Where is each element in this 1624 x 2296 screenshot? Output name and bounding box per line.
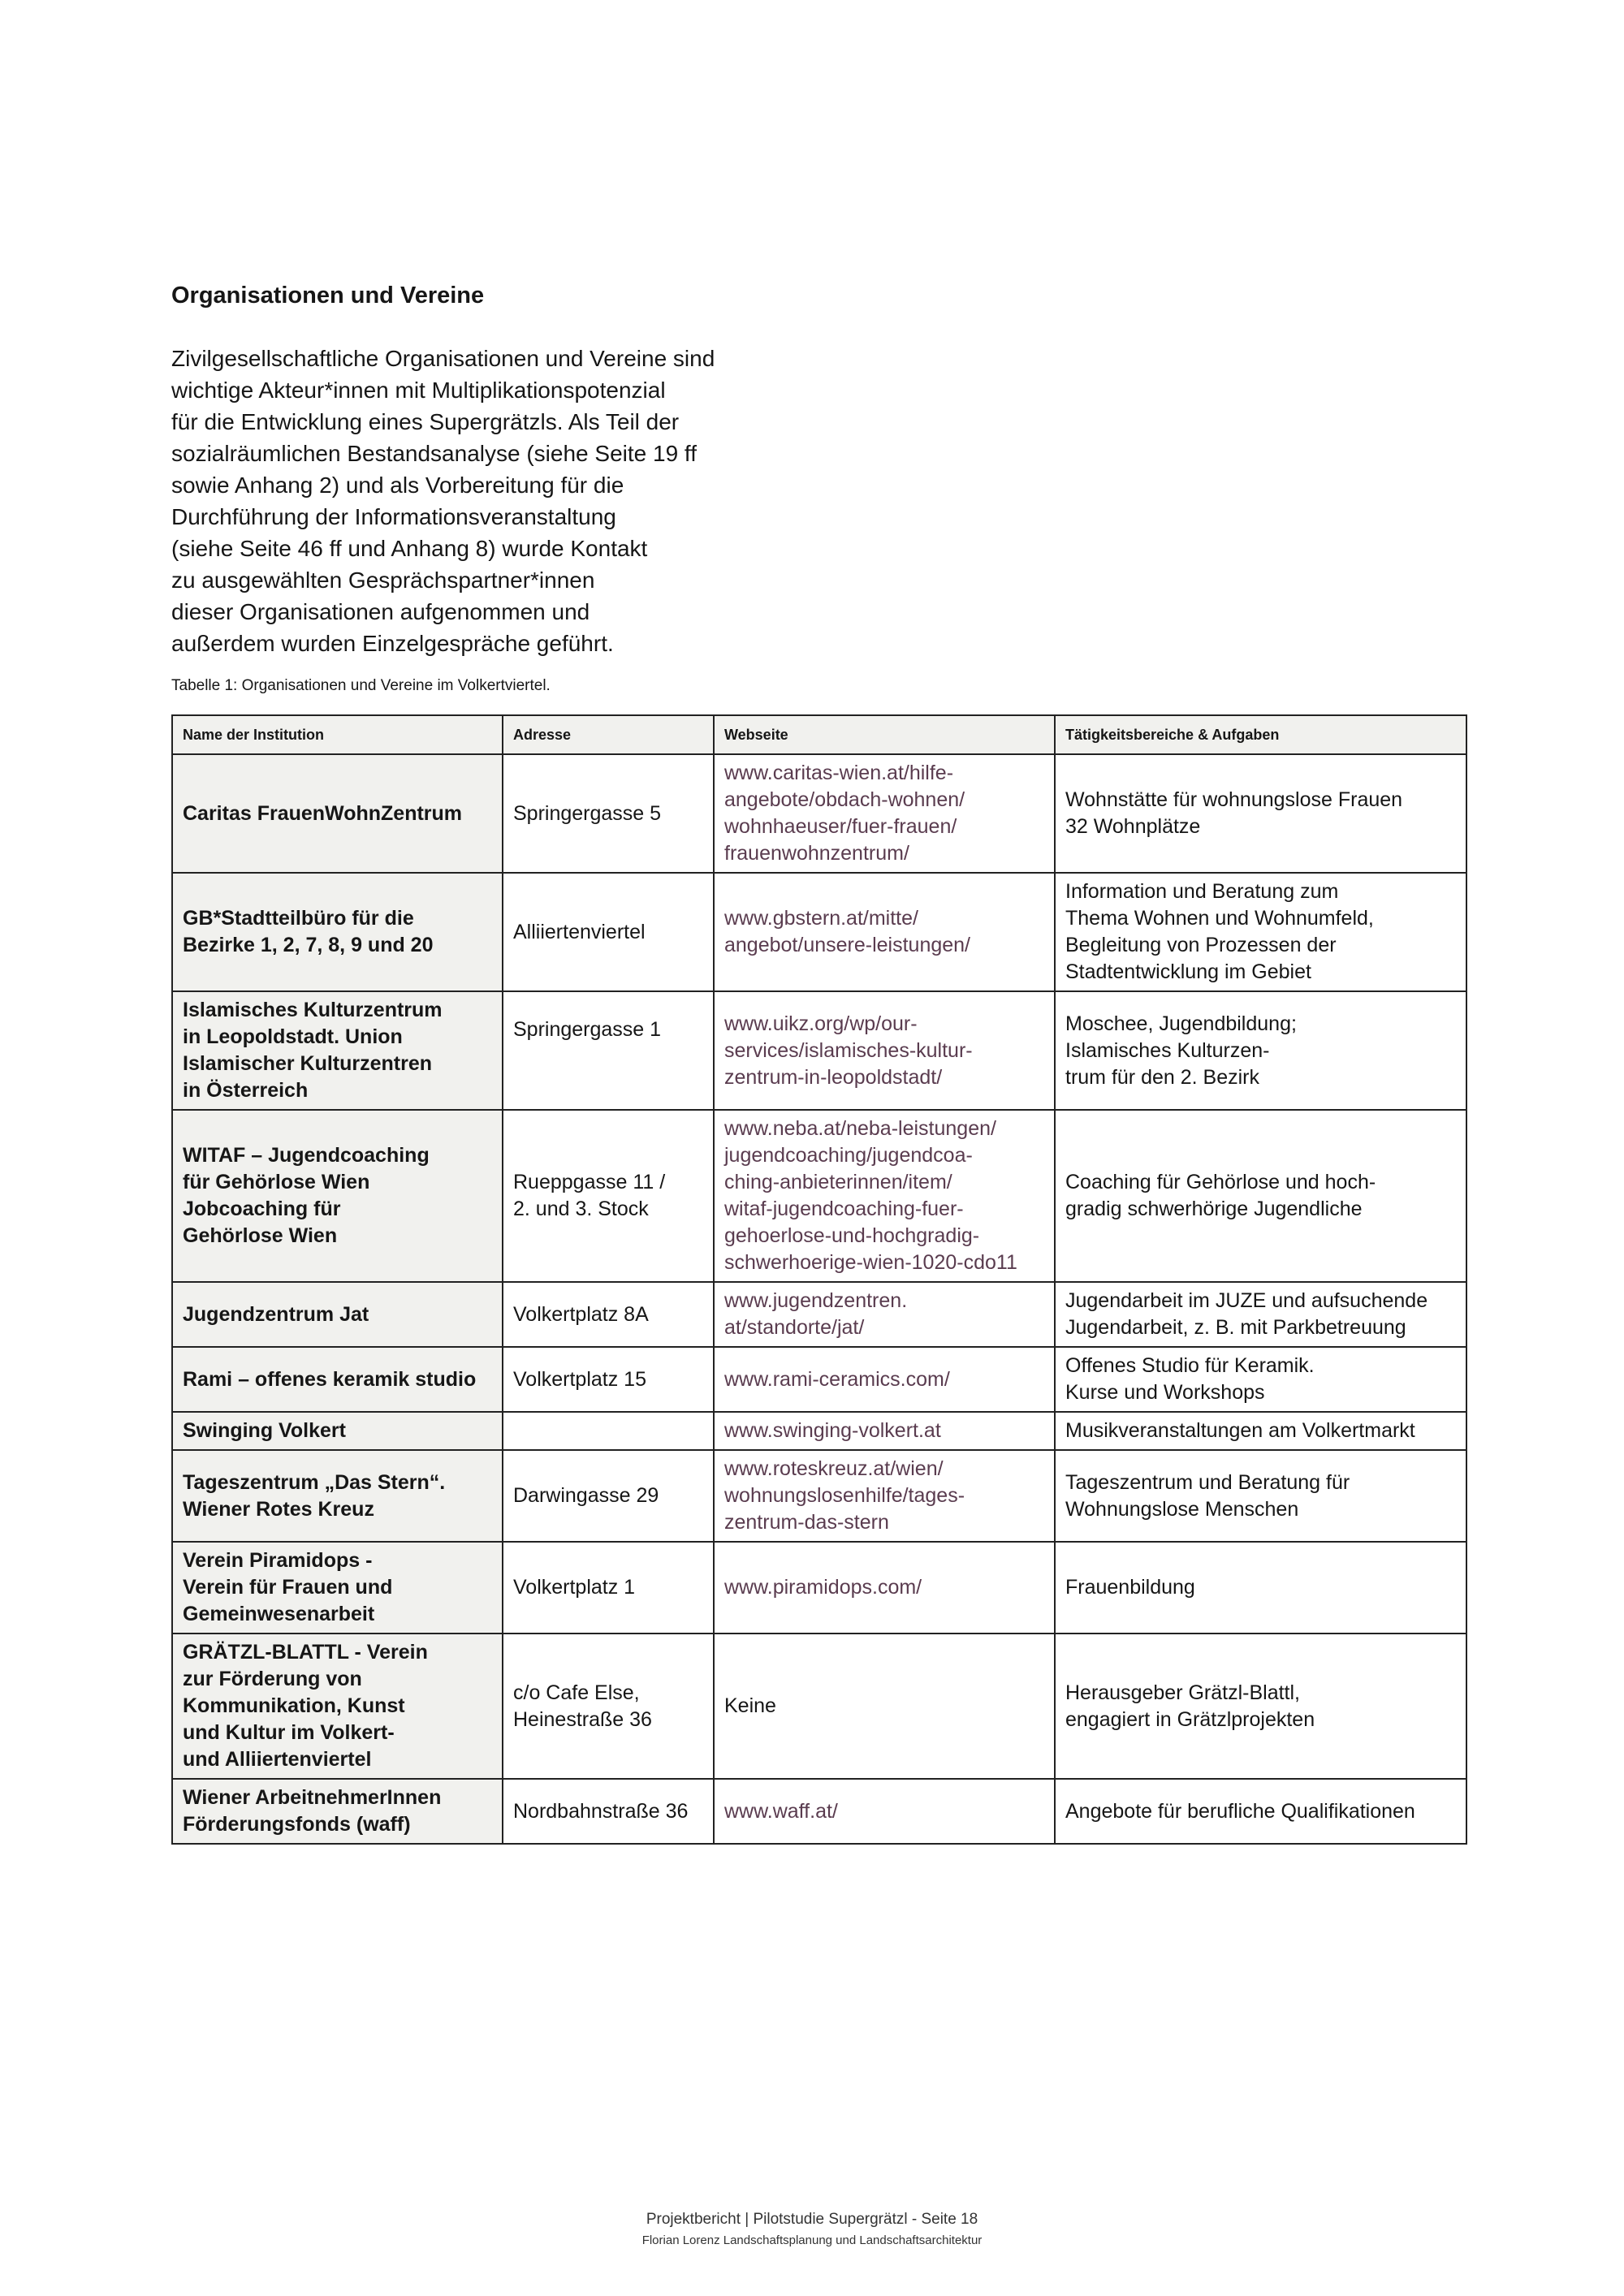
cell-line: Nordbahnstraße 36 (513, 1799, 689, 1823)
intro-line: Durchführung der Informationsveranstaltung (171, 504, 616, 529)
website-link[interactable] (714, 873, 1055, 991)
institution-name-cell (172, 1542, 503, 1634)
intro-paragraph (171, 343, 788, 659)
cell-line: und Alliiertenviertel (183, 1748, 372, 1771)
cell-line: Islamischer Kulturzentren (183, 1052, 433, 1075)
address-cell (503, 1282, 714, 1347)
cell-line: engagiert in Grätzlprojekten (1065, 1707, 1315, 1731)
table-row (172, 1347, 1466, 1412)
cell-line: angebote/obdach-wohnen/ (724, 788, 965, 811)
cell-line: in Leopoldstadt. Union (183, 1025, 403, 1048)
website-link[interactable] (714, 1347, 1055, 1412)
cell-line: Jobcoaching für (183, 1198, 341, 1220)
address-cell (503, 1347, 714, 1412)
intro-line: wichtige Akteur*innen mit Multiplikationspotenzial (171, 378, 666, 403)
cell-line: angebot/unsere-leistungen/ (724, 934, 971, 956)
cell-line: Musikveranstaltungen am Volkertmarkt (1065, 1419, 1415, 1442)
website-link[interactable] (714, 1282, 1055, 1347)
tasks-cell (1055, 1542, 1466, 1634)
cell-line: Rueppgasse 11 / (513, 1171, 666, 1193)
tasks-cell (1055, 1347, 1466, 1412)
cell-line: GRÄTZL-BLATTL - Verein (183, 1641, 428, 1664)
cell-line: Heinestraße 36 (513, 1707, 652, 1731)
cell-line: Volkertplatz 15 (513, 1367, 646, 1391)
address-cell (503, 1542, 714, 1634)
cell-line: Jugendarbeit im JUZE und aufsuchende (1065, 1289, 1428, 1312)
institution-name-cell (172, 1347, 503, 1412)
cell-line: Gemeinwesenarbeit (183, 1603, 375, 1625)
table-row (172, 1779, 1466, 1844)
cell-line: Jugendarbeit, z. B. mit Parkbetreuung (1065, 1316, 1406, 1339)
cell-line: Wohnstätte für wohnungslose Frauen (1065, 788, 1403, 811)
cell-line: Tageszentrum „Das Stern“. (183, 1470, 446, 1494)
cell-line: zentrum-das-stern (724, 1511, 889, 1534)
intro-line: zu ausgewählten Gesprächspartner*innen (171, 568, 595, 593)
institution-name-cell (172, 1282, 503, 1347)
institution-name-cell (172, 1450, 503, 1542)
tasks-cell (1055, 1282, 1466, 1347)
cell-line: Wiener Rotes Kreuz (183, 1497, 374, 1521)
table-row (172, 1634, 1466, 1779)
cell-line: www.waff.at/ (724, 1799, 838, 1823)
intro-line: für die Entwicklung eines Supergrätzls. Als Teil der (171, 409, 680, 434)
table-row (172, 1450, 1466, 1542)
cell-line: GB*Stadtteilbüro für die (183, 907, 414, 930)
cell-line: Begleitung von Prozessen der (1065, 934, 1337, 956)
tasks-cell (1055, 754, 1466, 873)
cell-line: gradig schwerhörige Jugendliche (1065, 1198, 1363, 1220)
intro-line: sowie Anhang 2) und als Vorbereitung für die (171, 473, 624, 498)
footer-title: Projektbericht | Pilotstudie Supergrätzl - Seite 18 (646, 2211, 978, 2228)
cell-line: schwerhoerige-wien-1020-cdo11 (724, 1251, 1017, 1274)
website-link[interactable] (714, 1542, 1055, 1634)
address-cell (503, 1412, 714, 1450)
cell-line: in Österreich (183, 1079, 309, 1102)
section-title: Organisationen und Vereine (171, 283, 485, 309)
cell-line: www.piramidops.com/ (724, 1576, 922, 1599)
cell-line: Springergasse 1 (513, 1018, 662, 1041)
cell-line: frauenwohnzentrum/ (724, 842, 909, 865)
address-cell (503, 1450, 714, 1542)
cell-line: Darwingasse 29 (513, 1484, 659, 1507)
cell-line: Kommunikation, Kunst (183, 1694, 405, 1717)
cell-line: www.rami-ceramics.com/ (724, 1367, 950, 1391)
cell-line: Coaching für Gehörlose und hoch- (1065, 1171, 1376, 1193)
cell-line: Verein Piramidops - (183, 1549, 373, 1572)
cell-line: Verein für Frauen und (183, 1576, 393, 1599)
address-cell (503, 1779, 714, 1844)
cell-line: Islamisches Kulturzentrum (183, 999, 443, 1021)
header-name: Name der Institution (172, 715, 503, 754)
table-row (172, 754, 1466, 873)
cell-line: Gehörlose Wien (183, 1224, 338, 1247)
cell-line: wohnungslosenhilfe/tages- (724, 1484, 965, 1507)
cell-line: Rami – offenes keramik studio (183, 1367, 477, 1391)
cell-line: Information und Beratung zum (1065, 880, 1339, 903)
cell-line: www.jugendzentren. (724, 1289, 908, 1312)
table-row (172, 1110, 1466, 1282)
intro-line: sozialräumlichen Bestandsanalyse (siehe Seite 19 ff (171, 441, 697, 466)
table-row (172, 873, 1466, 991)
tasks-cell (1055, 991, 1466, 1110)
cell-line: 2. und 3. Stock (513, 1198, 649, 1220)
cell-line: at/standorte/jat/ (724, 1316, 865, 1339)
intro-line: (siehe Seite 46 ff und Anhang 8) wurde Kontakt (171, 536, 648, 561)
cell-line: und Kultur im Volkert- (183, 1721, 395, 1744)
institution-name-cell (172, 1412, 503, 1450)
cell-line: Tageszentrum und Beratung für (1065, 1470, 1350, 1494)
cell-line: trum für den 2. Bezirk (1065, 1065, 1259, 1089)
cell-line: Volkertplatz 8A (513, 1302, 649, 1326)
address-cell (503, 1110, 714, 1282)
institution-name-cell (172, 1634, 503, 1779)
cell-line: Wiener ArbeitnehmerInnen (183, 1786, 442, 1809)
footer-author: Florian Lorenz Landschaftsplanung und Landschaftsarchitektur (641, 2233, 983, 2247)
address-cell (503, 873, 714, 991)
tasks-cell (1055, 1450, 1466, 1542)
cell-line: jugendcoaching/jugendcoa- (724, 1144, 973, 1167)
institution-name-cell (172, 1110, 503, 1282)
cell-line: Volkertplatz 1 (513, 1576, 636, 1599)
cell-line: Wohnungslose Menschen (1065, 1497, 1299, 1521)
cell-line: zentrum-in-leopoldstadt/ (724, 1065, 943, 1089)
table-caption: Tabelle 1: Organisationen und Vereine im Volkertviertel. (171, 677, 551, 694)
website-cell (714, 1634, 1055, 1779)
intro-line: Zivilgesellschaftliche Organisationen und Vereine sind (171, 346, 715, 371)
website-link[interactable] (714, 1412, 1055, 1450)
cell-line: WITAF – Jugendcoaching (183, 1144, 430, 1167)
cell-line: Kurse und Workshops (1065, 1381, 1265, 1404)
table-header-row (172, 715, 1466, 754)
table-row (172, 1542, 1466, 1634)
institution-name-cell (172, 873, 503, 991)
website-link[interactable] (714, 754, 1055, 873)
cell-line: Stadtentwicklung im Gebiet (1065, 960, 1311, 983)
cell-line: Swinging Volkert (183, 1419, 346, 1442)
cell-line: Caritas FrauenWohnZentrum (183, 801, 463, 825)
cell-line: Keine (724, 1694, 776, 1717)
cell-line: gehoerlose-und-hochgradig- (724, 1224, 980, 1247)
cell-line: 32 Wohnplätze (1065, 815, 1201, 838)
cell-line: Förderungsfonds (waff) (183, 1813, 411, 1836)
cell-line: www.caritas-wien.at/hilfe- (724, 762, 954, 784)
tasks-cell (1055, 873, 1466, 991)
intro-line: außerdem wurden Einzelgespräche geführt. (171, 631, 614, 656)
cell-line: Frauenbildung (1065, 1576, 1195, 1599)
address-cell (503, 1634, 714, 1779)
institution-name-cell (172, 1779, 503, 1844)
header-tasks: Tätigkeitsbereiche & Aufgaben (1055, 715, 1466, 754)
cell-line: Offenes Studio für Keramik. (1065, 1354, 1315, 1377)
tasks-cell (1055, 1779, 1466, 1844)
cell-line: services/islamisches-kultur- (724, 1038, 973, 1062)
cell-line: Moschee, Jugendbildung; (1065, 1012, 1297, 1035)
cell-line: www.neba.at/neba-leistungen/ (724, 1117, 996, 1140)
cell-line: Jugendzentrum Jat (183, 1302, 369, 1326)
cell-line: c/o Cafe Else, (513, 1681, 640, 1704)
header-website: Webseite (714, 715, 1055, 754)
table-row (172, 1282, 1466, 1347)
cell-line: zur Förderung von (183, 1668, 362, 1690)
address-cell (503, 754, 714, 873)
cell-line: Angebote für berufliche Qualifikationen (1065, 1799, 1415, 1823)
cell-line: Islamisches Kulturzen- (1065, 1038, 1270, 1062)
institution-name-cell (172, 991, 503, 1110)
intro-line: dieser Organisationen aufgenommen und (171, 599, 590, 624)
organisations-table (171, 714, 1467, 1845)
cell-line: www.roteskreuz.at/wien/ (724, 1457, 944, 1480)
website-link[interactable] (714, 991, 1055, 1110)
cell-line: Alliiertenviertel (513, 920, 646, 943)
header-address: Adresse (503, 715, 714, 754)
tasks-cell (1055, 1110, 1466, 1282)
cell-line: ching-anbieterinnen/item/ (724, 1171, 952, 1193)
tasks-cell (1055, 1412, 1466, 1450)
cell-line: Bezirke 1, 2, 7, 8, 9 und 20 (183, 934, 434, 956)
cell-line: wohnhaeuser/fuer-frauen/ (724, 815, 957, 838)
cell-line: www.gbstern.at/mitte/ (724, 907, 918, 930)
website-link[interactable] (714, 1450, 1055, 1542)
address-cell (503, 991, 714, 1110)
tasks-cell (1055, 1634, 1466, 1779)
cell-line: Springergasse 5 (513, 801, 662, 825)
cell-line: www.uikz.org/wp/our- (724, 1012, 918, 1035)
website-link[interactable] (714, 1779, 1055, 1844)
cell-line: witaf-jugendcoaching-fuer- (724, 1198, 964, 1220)
cell-line: www.swinging-volkert.at (724, 1419, 941, 1442)
table-row (172, 991, 1466, 1110)
cell-line: für Gehörlose Wien (183, 1171, 370, 1193)
cell-line: Thema Wohnen und Wohnumfeld, (1065, 907, 1374, 930)
institution-name-cell (172, 754, 503, 873)
cell-line: Herausgeber Grätzl-Blattl, (1065, 1681, 1301, 1704)
website-link[interactable] (714, 1110, 1055, 1282)
table-row (172, 1412, 1466, 1450)
